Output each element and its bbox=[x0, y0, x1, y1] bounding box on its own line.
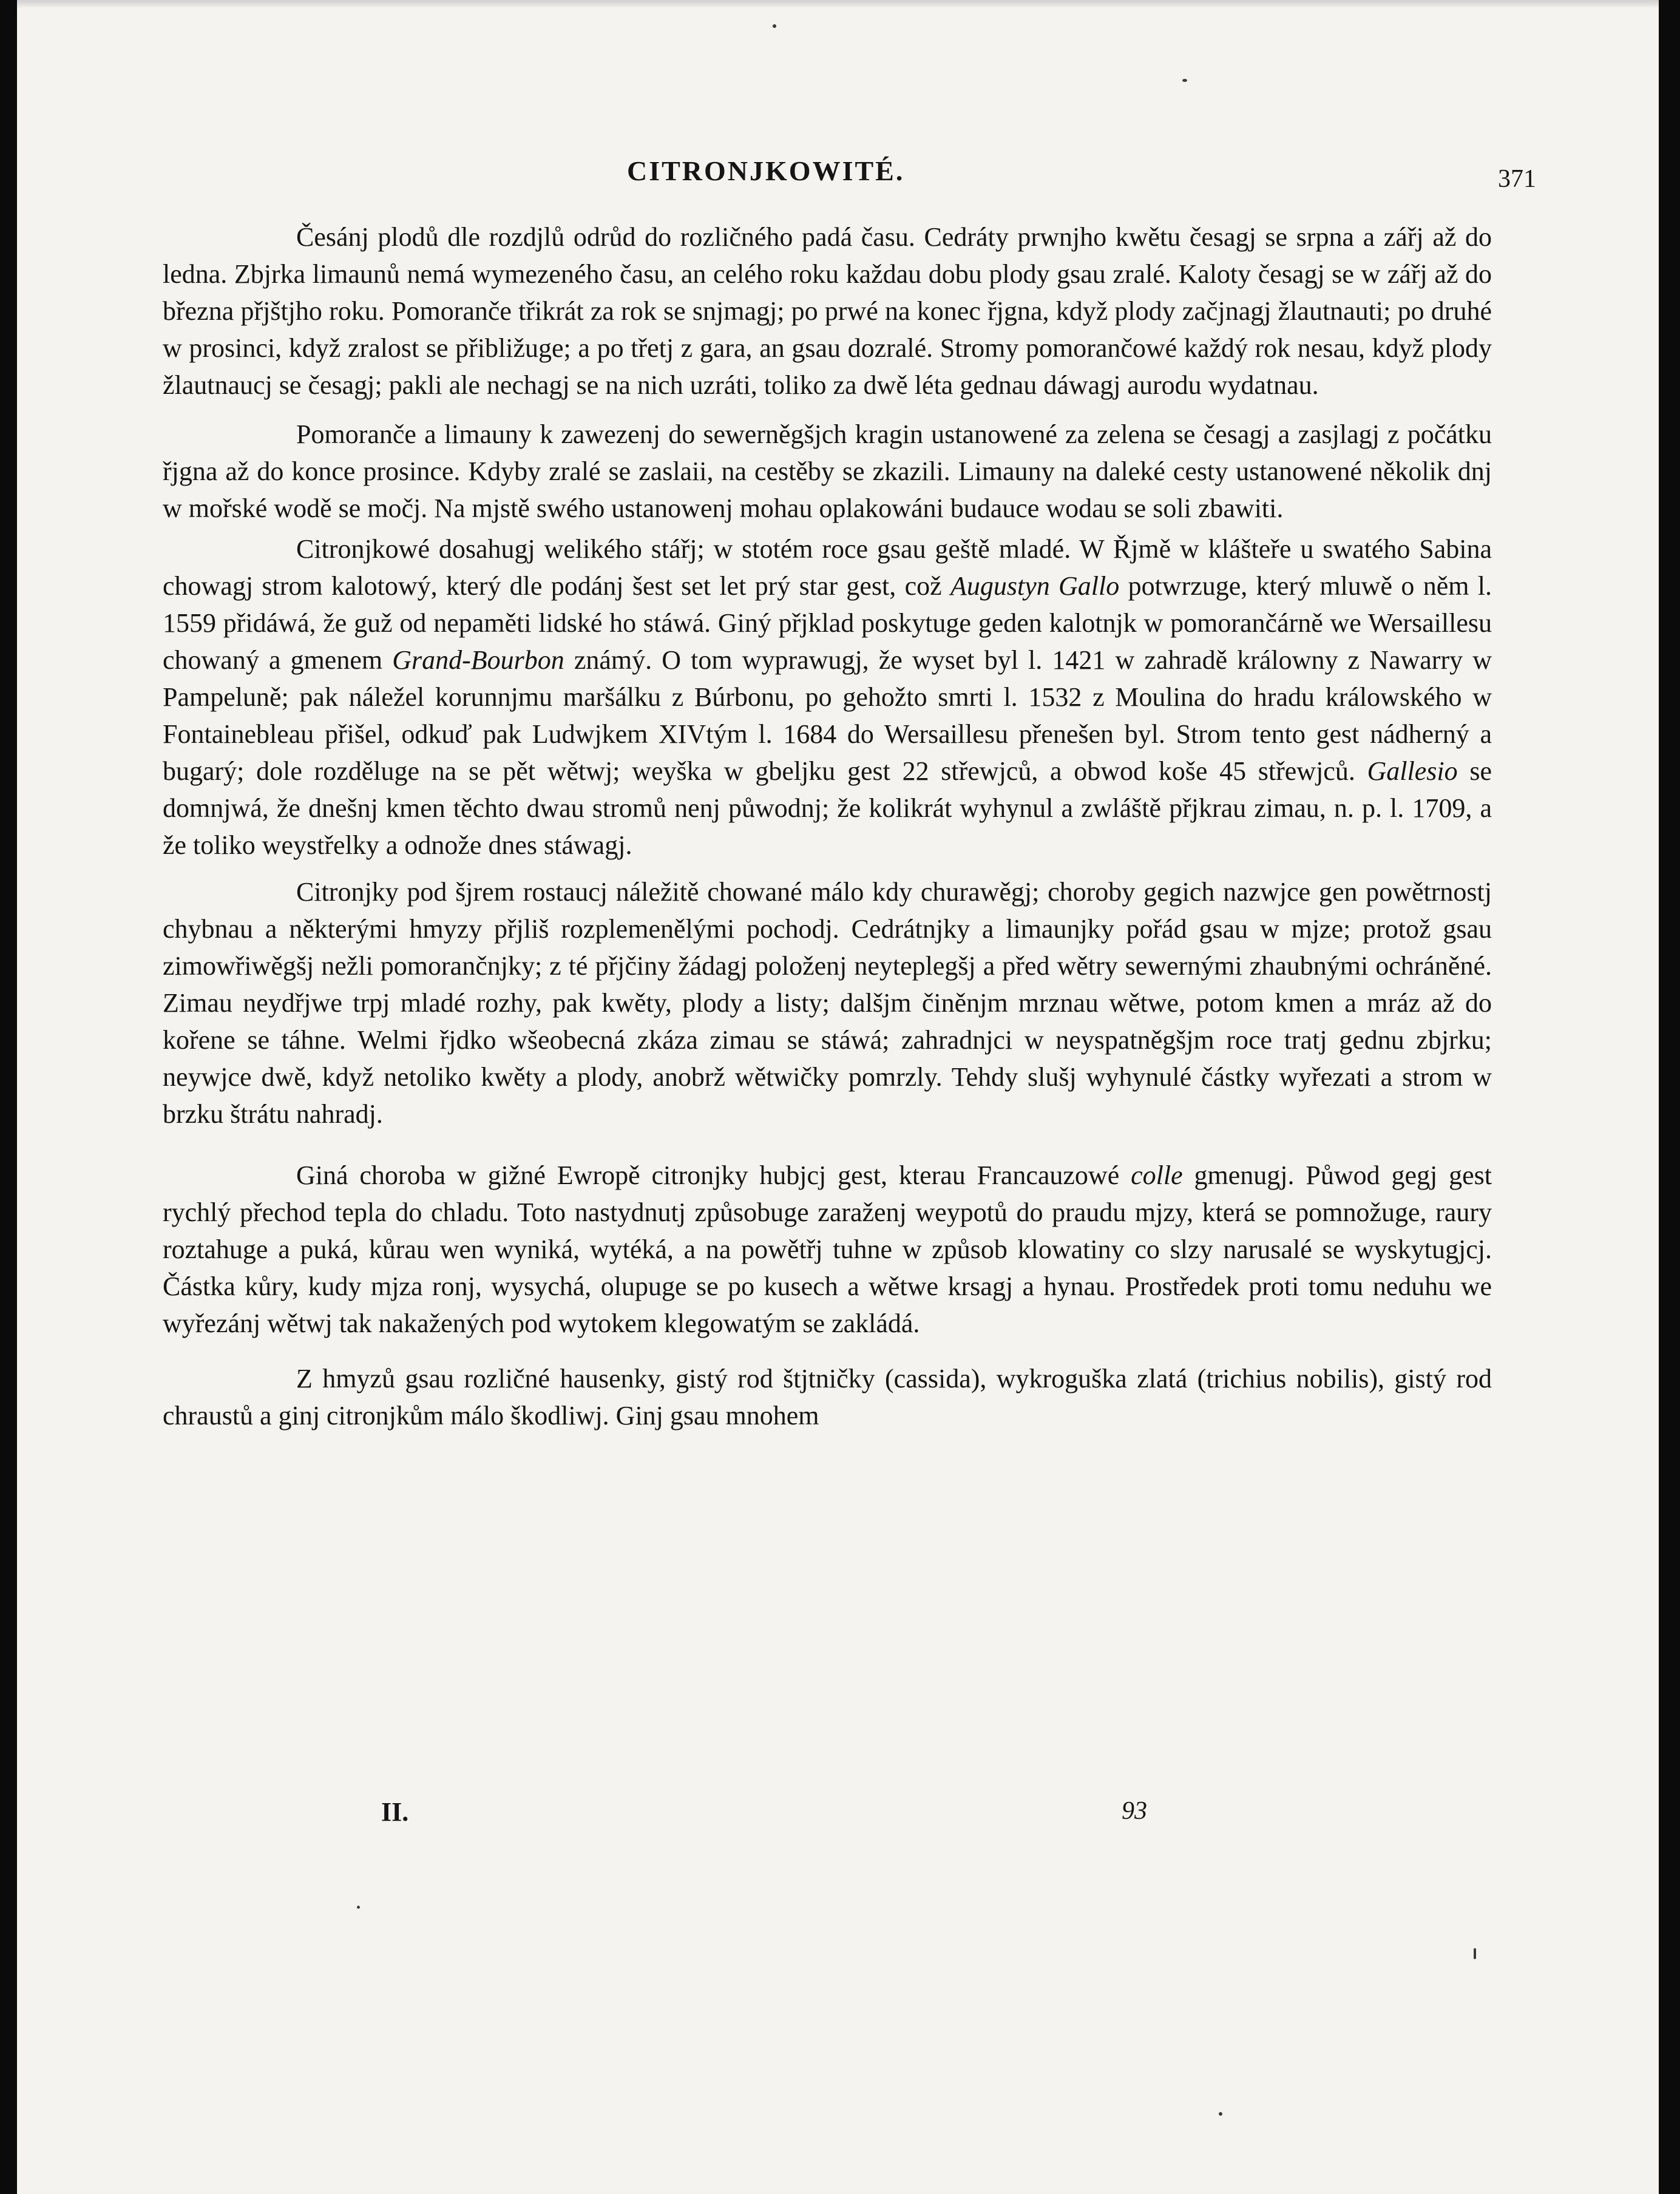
paragraph bbox=[163, 218, 1492, 404]
body-text bbox=[163, 218, 1492, 1434]
italic-term: colle bbox=[1131, 1160, 1183, 1190]
text-span: gmenugj. Půwod gegj gest rychlý přechod tepla do chladu. Toto nastydnutj způsobuge zaraženj weypotů do praudu mjzy, která se pomnožuge, raury roztahuge a puká, kůrau wen wyniká, wytéká, a na powětřj tuhne w způsob klowatiny co slzy narusalé se wyskytugjcj. Částka kůry, kudy mjza ronj, wysychá, olupuge se po kusech a wětwe krsagj a hynau. Prostředek proti tomu neduhu we wyřezánj wětwj tak nakažených pod wytokem klegowatým se zakládá. bbox=[163, 1160, 1492, 1338]
text-span: se domnjwá, že dnešnj kmen těchto dwau stromů nenj půwodnj; že kolikrát wyhynul a zwláště přjkrau zimau, n. p. l. 1709, a že toliko weystřelky a odnože dnes stáwagj. bbox=[163, 756, 1492, 860]
paragraph bbox=[163, 530, 1492, 864]
text-span: Giná choroba w gižné Ewropě citronjky hubjcj gest, kterau Francauzowé bbox=[296, 1160, 1131, 1190]
paper-speck bbox=[773, 24, 776, 28]
running-head bbox=[17, 155, 1659, 191]
text-span: známý. O tom wyprawugj, že wyset byl l. 1421 w zahradě králowny z Nawarry w Pampeluně; pak náležel korunnjmu maršálku z Búrbonu, po gehožto smrti l. 1532 z Moulina do hradu králowského w Fontainebleau přišel, odkuď pak Ludwjkem XIVtým l. 1684 do Wersaillesu přenešen byl. Strom tento gest nádherný a bugarý; dole rozděluge na se pět wětwj; weyška w gbeljku gest 22 střewjců, a obwod koše 45 střewjců. bbox=[163, 645, 1492, 786]
paper-speck bbox=[1182, 79, 1187, 82]
paragraph bbox=[163, 873, 1492, 1133]
signature-number: 93 bbox=[1122, 1797, 1147, 1825]
text-span: Citronjky pod šjrem rostaucj náležitě chowané málo kdy churawěgj; choroby gegich nazwjce gen powětrnostj chybnau a některými hmyzy přjliš rozplemenělými pochodj. Cedrátnjky a limaunjky pořád gsau w mjze; protož gsau zimowřiwěgšj nežli pomorančnjky; z té přjčiny žádagj položenj neyteplegšj a před wětry sewernými zhaubnými ochráněné. Zimau neydřjwe trpj mladé rozhy, pak kwěty, plody a listy; dalšjm činěnjm mrznau wětwe, potom kmen a mráz až do kořene se táhne. Welmi řjdko wšeobecná zkáza zimau se stáwá; zahradnjci w neyspatněgšjm roce tratj gednu zbjrku; neywjce dwě, když netoliko kwěty a plody, anobrž wětwičky pomrzly. Tehdy slušj wyhynulé částky wyřezati a strom w brzku štrátu nahradj. bbox=[163, 877, 1492, 1129]
paper-speck bbox=[1219, 2112, 1222, 2116]
running-title: CITRONJKOWITÉ. bbox=[627, 155, 905, 186]
page-number: 371 bbox=[1498, 165, 1536, 193]
text-span: Z hmyzů gsau rozličné hausenky, gistý rod štjtničky (cassida), wykroguška zlatá (trichius nobilis), gistý rod chraustů a ginj citronjkům málo škodliwj. Ginj gsau mnohem bbox=[163, 1364, 1492, 1431]
paragraph bbox=[163, 416, 1492, 527]
paragraph bbox=[163, 1157, 1492, 1342]
text-span: Česánj plodů dle rozdjlů odrůd do rozličného padá času. Cedráty prwnjho kwětu česagj se srpna a zářj až do ledna. Zbjrka limaunů nemá wymezeného času, an celého roku každau dobu plody gsau zralé. Kaloty česagj se w zářj až do března přjštjho roku. Pomoranče třikrát za rok se snjmagj; po prwé na konec řjgna, když plody začjnagj žlautnauti; po druhé w prosinci, když zralost se přibližuge; a po třetj z gara, an gsau dozralé. Stromy pomorančowé každý rok nesau, když plody žlautnaucj se česagj; pakli ale nechagj se na nich uzráti, toliko za dwě léta gednau dáwagj aurodu wydatnau. bbox=[163, 222, 1492, 400]
paragraph bbox=[163, 1360, 1492, 1434]
paper-speck bbox=[1474, 1948, 1476, 1959]
italic-name: Grand-Bourbon bbox=[392, 645, 564, 675]
text-span: Citronjkowé dosahugj welikého stářj; w stotém roce gsau geště mladé. W Řjmě w klášteře u swatého Sabina chowagj strom kalotowý, který dle podánj šest set let prý star gest, což bbox=[163, 534, 1492, 601]
italic-name: Augustyn Gallo bbox=[950, 571, 1120, 601]
text-span: potwrzuge, který mluwě o něm l. 1559 přidáwá, že guž od nepaměti lidské ho stáwá. Giný přjklad poskytuge geden kalotnjk w pomorančárně we Wersaillesu chowaný a gmenem bbox=[163, 571, 1492, 675]
text-span: Pomoranče a limauny k zawezenj do sewerněgšjch kragin ustanowené za zelena se česagj a zasjlagj z počátku řjgna až do konce prosince. Kdyby zralé se zaslaii, na cestěby se zkazili. Limauny na daleké cesty ustanowené několik dnj w mořské wodě se močj. Na mjstě swého ustanowenj mohau oplakowáni budauce wodau se soli zbawiti. bbox=[163, 419, 1492, 523]
paper-speck bbox=[357, 1906, 360, 1909]
italic-name: Gallesio bbox=[1367, 756, 1458, 786]
signature-mark: II. bbox=[381, 1797, 409, 1827]
book-page bbox=[17, 0, 1659, 2194]
